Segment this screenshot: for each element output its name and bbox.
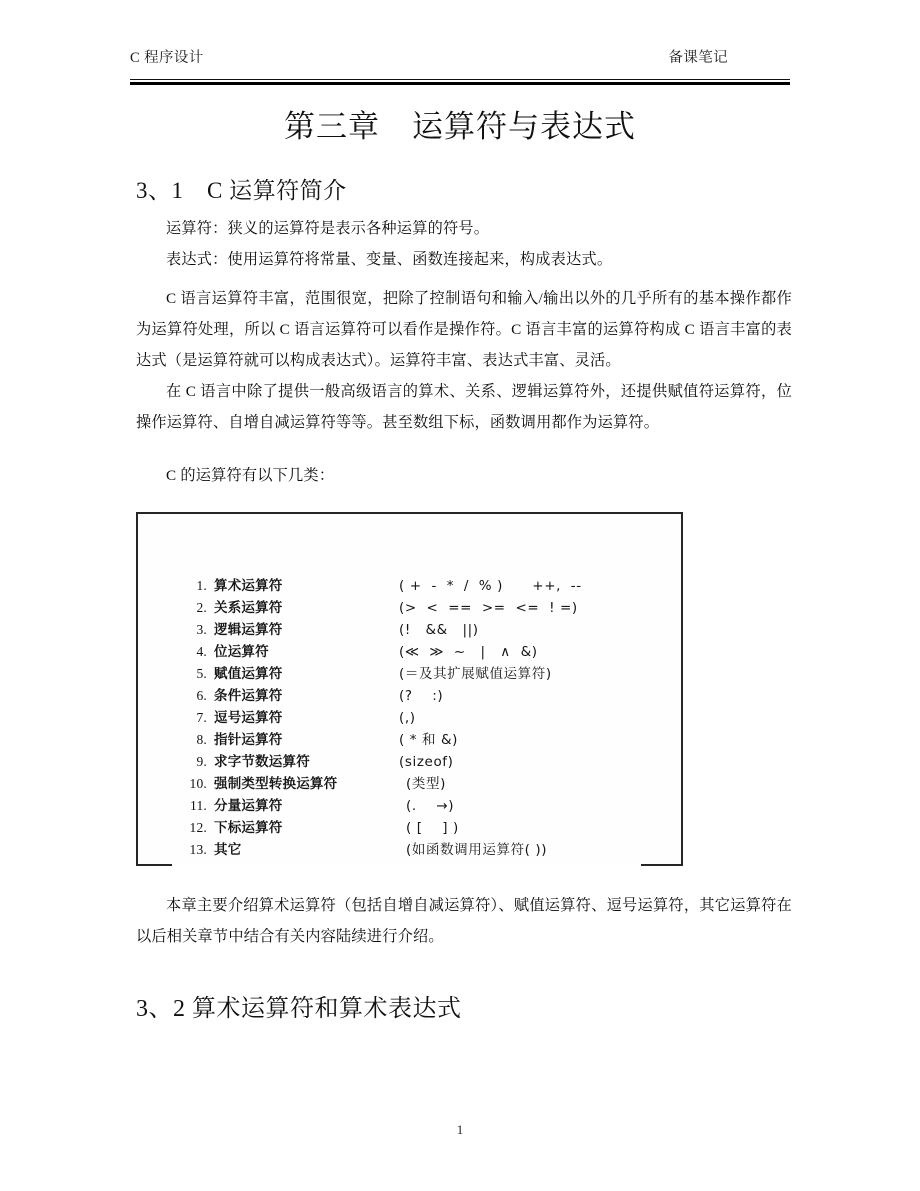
header-rule-thick-line (130, 82, 790, 85)
operator-number: 12. (189, 820, 207, 835)
operator-symbols: ( * 和 &) (399, 732, 458, 748)
operator-symbols: (≪ ≫ ~ | ∧ &) (399, 644, 538, 660)
operator-row (181, 728, 681, 750)
operator-name: 分量运算符 (214, 798, 283, 814)
operator-symbols: (类型) (406, 776, 446, 792)
operator-symbols: (> < == >= <= ! =) (399, 600, 578, 616)
operator-number: 1. (196, 578, 207, 593)
operator-name: 指针运算符 (214, 732, 283, 748)
operator-symbols: (. →) (406, 798, 455, 814)
operator-number: 10. (189, 776, 207, 791)
operator-symbols: ( + - * / % ) ++, -- (399, 578, 582, 594)
operator-number: 11. (190, 798, 207, 813)
header-rule (130, 79, 790, 85)
operator-category-figure (136, 512, 683, 866)
operator-name: 逗号运算符 (214, 710, 283, 726)
figure-border-top (136, 512, 683, 514)
operator-row (181, 794, 681, 816)
operator-symbols: (? :) (399, 688, 444, 704)
operator-row (181, 640, 681, 662)
operator-name: 求字节数运算符 (214, 754, 310, 770)
section-heading-3-1: 3、1 C 运算符简介 (136, 178, 347, 203)
operator-name: 条件运算符 (214, 688, 283, 704)
operator-list (181, 574, 681, 860)
header-right-text: 备课笔记 (668, 50, 728, 66)
header-left-text: C 程序设计 (130, 50, 204, 66)
page-number: 1 (456, 1122, 464, 1137)
operator-name: 其它 (214, 842, 242, 858)
operator-row (181, 750, 681, 772)
operator-row (181, 816, 681, 838)
definition-expression: 表达式：使用运算符将常量、变量、函数连接起来，构成表达式。 (166, 251, 613, 268)
operator-row (181, 772, 681, 794)
operator-number: 6. (196, 688, 207, 703)
figure-border-right (681, 512, 683, 866)
paragraph-c-operators-rich: C 语言运算符丰富，范围很宽，把除了控制语句和输入/输出以外的几乎所有的基本操作都作为运算符处理，所以 C 语言运算符可以看作是操作符。C 语言丰富的运算符构成 C 语言丰富的表达式（是运算符就可以构成表达式）。运算符丰富、表达式丰富、灵活。 (136, 290, 792, 369)
figure-border-bottom-right (641, 864, 683, 866)
operator-row (181, 684, 681, 706)
paragraph-chapter-scope: 本章主要介绍算术运算符（包括自增自减运算符）、赋值运算符、逗号运算符，其它运算符在以后相关章节中结合有关内容陆续进行介绍。 (136, 897, 792, 945)
operator-name: 强制类型转换运算符 (214, 776, 338, 792)
operator-symbols: (sizeof) (399, 754, 454, 770)
paragraph-c-operator-categories: 在 C 语言中除了提供一般高级语言的算术、关系、逻辑运算符外，还提供赋值符运算符，位操作运算符、自增自减运算符等等。甚至数组下标，函数调用都作为运算符。 (136, 383, 792, 431)
chapter-title: 第三章 运算符与表达式 (284, 109, 636, 144)
operator-number: 8. (196, 732, 207, 747)
operator-name: 位运算符 (214, 644, 269, 660)
operator-row (181, 596, 681, 618)
operator-row (181, 618, 681, 640)
operator-row (181, 574, 681, 596)
operator-symbols: (如函数调用运算符( )) (406, 842, 548, 858)
operator-name: 下标运算符 (214, 820, 283, 836)
operator-symbols: ( [ ] ) (406, 820, 459, 836)
operator-name: 赋值运算符 (214, 666, 283, 682)
operator-name: 算术运算符 (214, 578, 283, 594)
operator-number: 13. (189, 842, 207, 857)
operator-row (181, 662, 681, 684)
definition-operator: 运算符：狭义的运算符是表示各种运算的符号。 (166, 220, 490, 237)
operator-number: 2. (196, 600, 207, 615)
operator-symbols: (,) (399, 710, 416, 726)
operator-row (181, 838, 681, 860)
operator-name: 关系运算符 (214, 600, 283, 616)
operator-number: 7. (196, 710, 207, 725)
operator-symbols: (! && ||) (399, 622, 479, 638)
operator-number: 4. (196, 644, 207, 659)
figure-border-bottom-left (136, 864, 172, 866)
operator-number: 5. (196, 666, 207, 681)
paragraph-lead-in: C 的运算符有以下几类： (166, 467, 335, 484)
operator-name: 逻辑运算符 (214, 622, 283, 638)
operator-row (181, 706, 681, 728)
figure-border-left (136, 512, 138, 866)
operator-number: 3. (196, 622, 207, 637)
operator-number: 9. (196, 754, 207, 769)
section-heading-3-2: 3、2 算术运算符和算术表达式 (136, 996, 462, 1022)
header-rule-thin-line (130, 79, 790, 80)
running-header (130, 46, 790, 67)
operator-symbols: (＝及其扩展赋值运算符) (399, 666, 552, 682)
